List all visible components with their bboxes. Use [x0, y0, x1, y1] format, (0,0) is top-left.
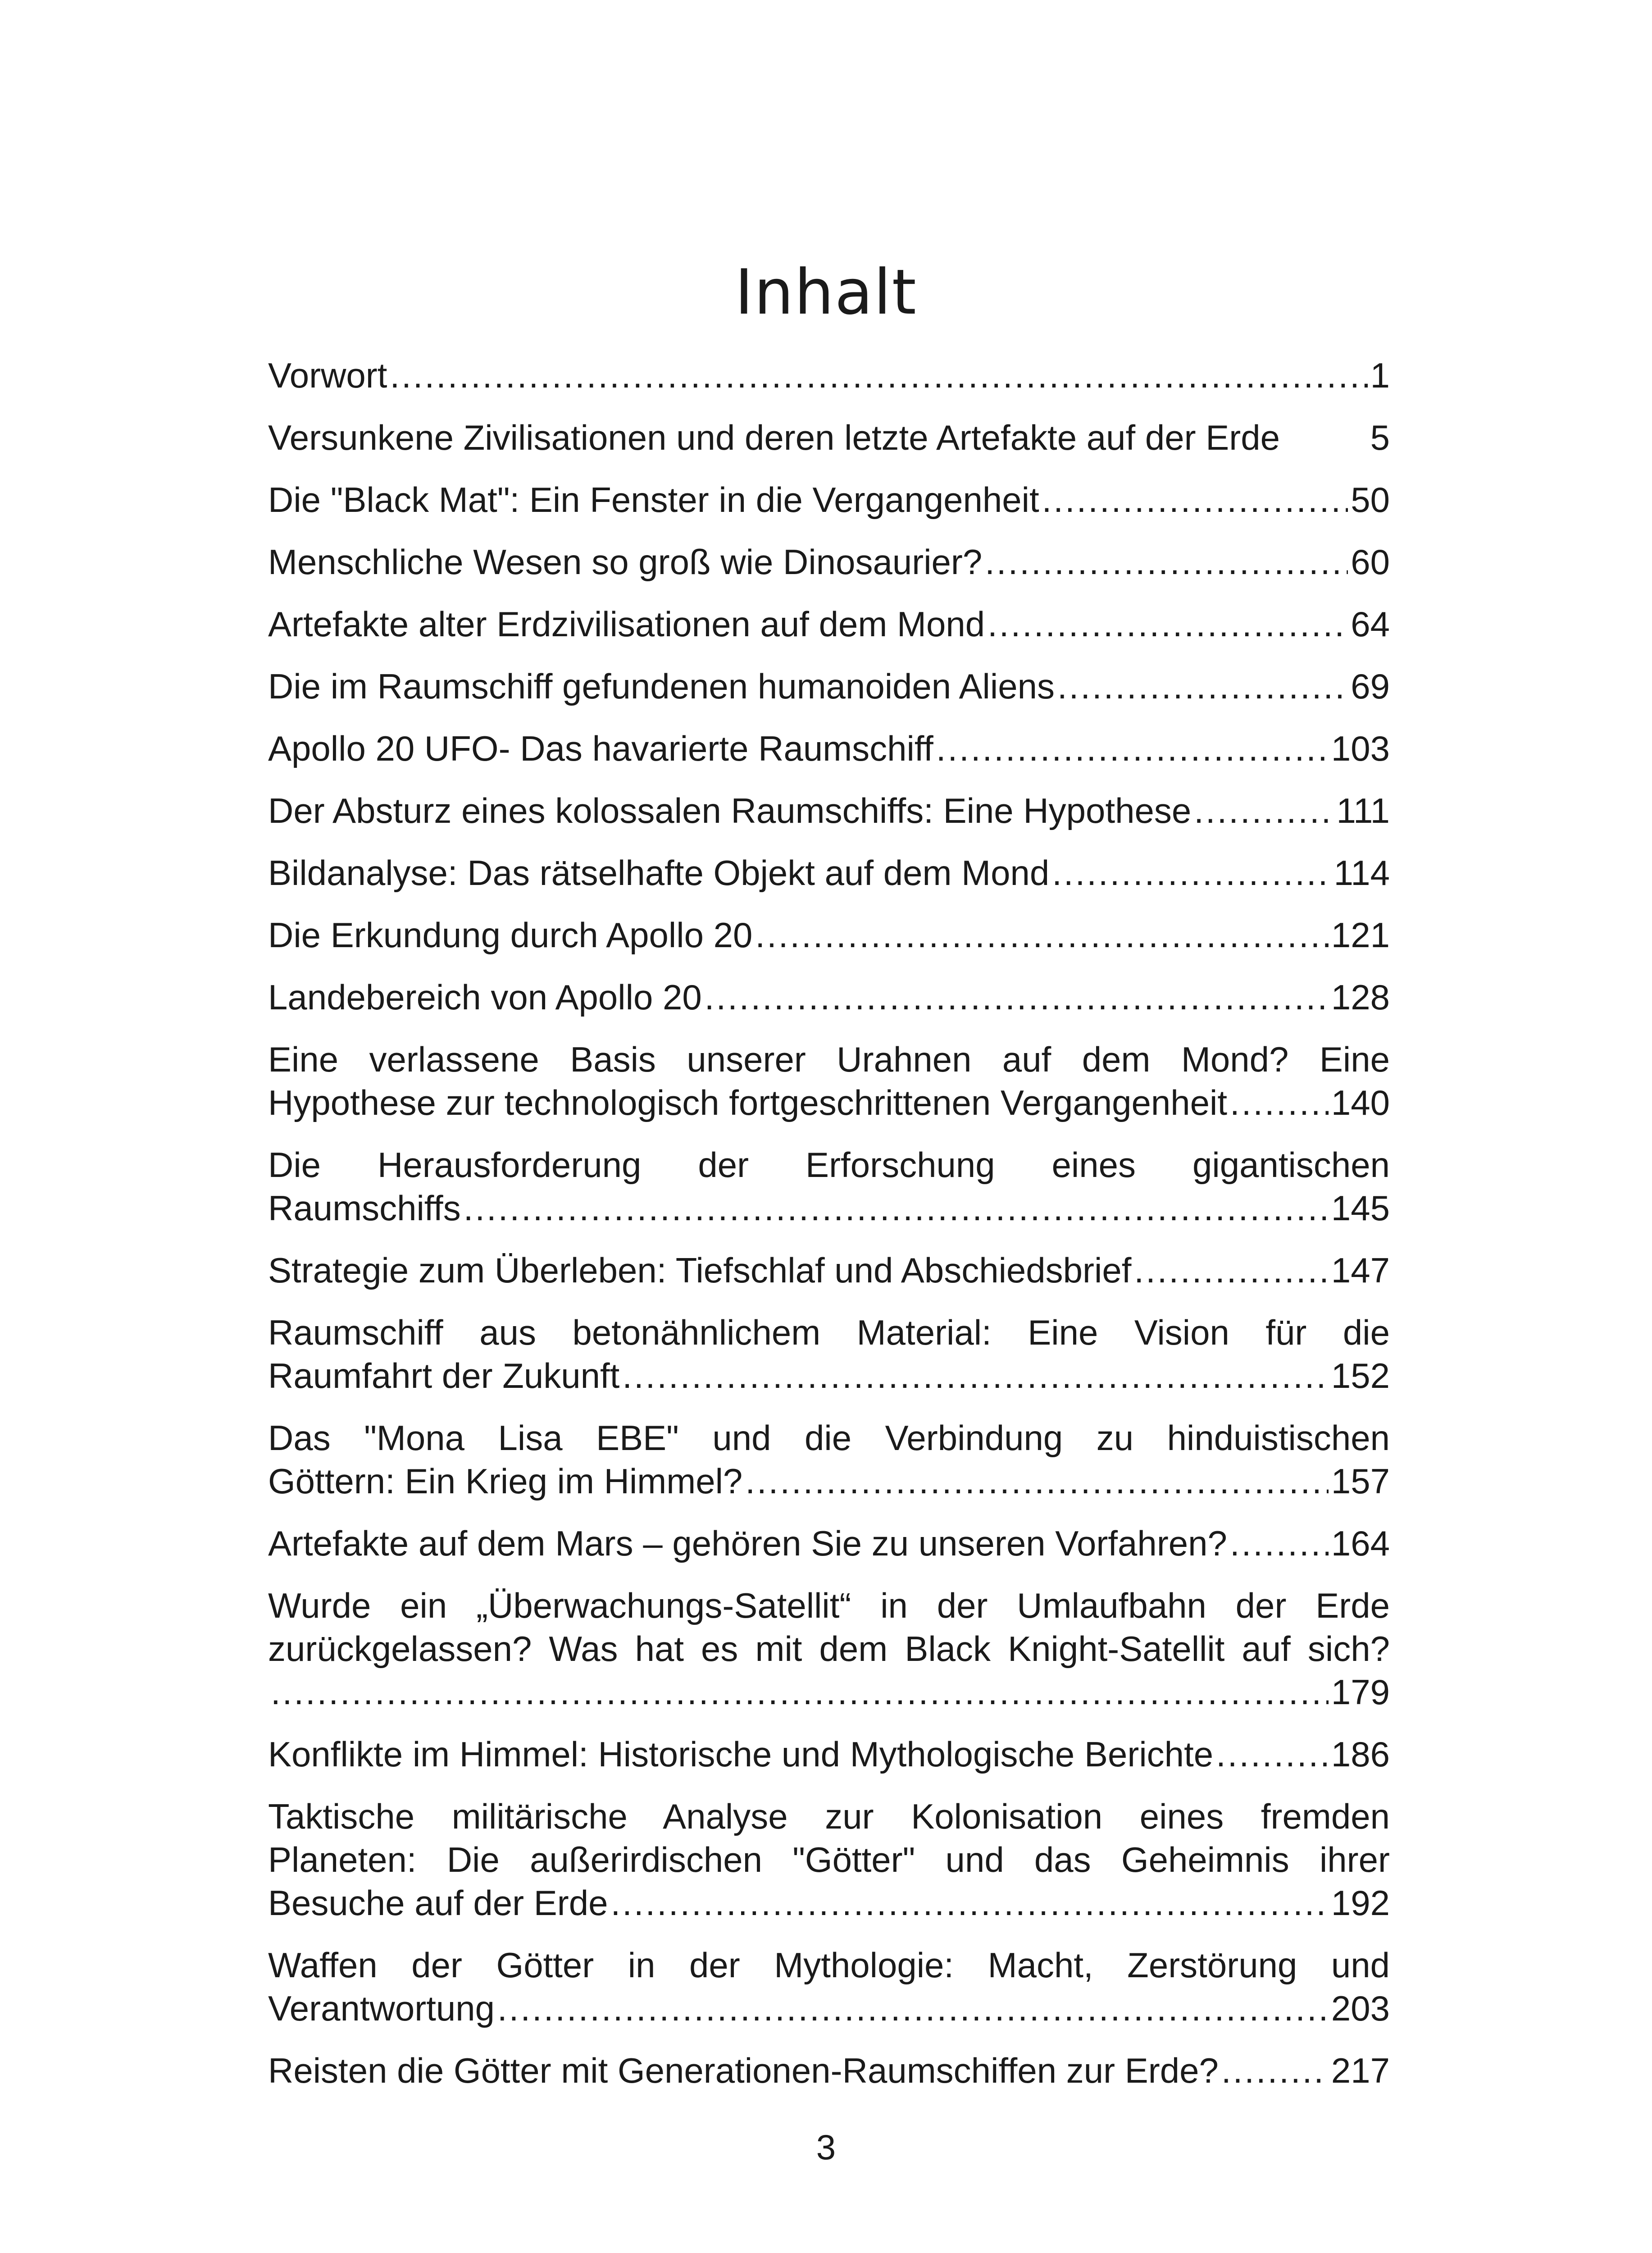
dot-leader [1221, 2049, 1329, 2092]
toc-entry-title-line: Die "Black Mat": Ein Fenster in die Vergangenheit [268, 480, 1039, 520]
toc-entry-title-line: Die Herausforderung der Erforschung eines gigantischen [268, 1145, 1390, 1185]
dot-leader [464, 1186, 1329, 1230]
dot-leader [1230, 1522, 1329, 1565]
toc-entry [268, 1584, 1390, 1714]
dot-leader [497, 1987, 1329, 2030]
toc-entry-page: 152 [1331, 1356, 1390, 1396]
dot-leader [755, 913, 1328, 957]
toc-entry-page: 192 [1331, 1883, 1390, 1923]
dot-leader [610, 1881, 1328, 1925]
table-of-contents [268, 354, 1390, 2111]
dot-leader [745, 1459, 1329, 1503]
toc-entry-page: 69 [1351, 666, 1390, 706]
toc-entry [268, 1733, 1390, 1776]
toc-entry-page: 1 [1370, 356, 1390, 395]
toc-entry [268, 851, 1390, 894]
dot-leader [988, 602, 1348, 646]
toc-entry-page: 64 [1351, 604, 1390, 644]
toc-entry-title-line: Göttern: Ein Krieg im Himmel? [268, 1461, 743, 1501]
toc-entry [268, 354, 1390, 397]
toc-heading: Inhalt [735, 256, 917, 328]
toc-entry [268, 1795, 1390, 1925]
toc-entry [268, 1143, 1390, 1230]
toc-entry-page: 111 [1336, 791, 1390, 830]
toc-entry-title-line: Raumschiffs [268, 1188, 461, 1228]
toc-entry-page: 186 [1331, 1734, 1390, 1774]
toc-entry-page: 5 [1370, 418, 1390, 457]
toc-entry-page: 128 [1331, 977, 1390, 1017]
toc-entry-title-line: Besuche auf der Erde [268, 1883, 608, 1923]
toc-entry-page: 179 [1331, 1672, 1390, 1712]
toc-entry-page: 50 [1351, 480, 1390, 520]
toc-entry [268, 1311, 1390, 1397]
toc-entry-title-line: Menschliche Wesen so groß wie Dinosaurier? [268, 542, 983, 582]
dot-leader [1194, 789, 1333, 832]
toc-entry-title-line: Landebereich von Apollo 20 [268, 977, 702, 1017]
toc-entry-title-line: Raumfahrt der Zukunft [268, 1356, 620, 1396]
dot-leader [985, 540, 1348, 584]
toc-entry [268, 976, 1390, 1019]
dot-leader [1230, 1081, 1329, 1124]
toc-entry [268, 1416, 1390, 1503]
page-number: 3 [816, 2127, 836, 2167]
toc-entry-title-line: Reisten die Götter mit Generationen-Raumschiffen zur Erde? [268, 2051, 1219, 2090]
toc-entry-page: 203 [1331, 1988, 1390, 2028]
toc-entry [268, 1249, 1390, 1292]
toc-entry-title-line: Vorwort [268, 356, 387, 395]
toc-entry-title-line: Verantwortung [268, 1988, 495, 2028]
toc-entry [268, 478, 1390, 521]
toc-entry-page: 147 [1331, 1250, 1390, 1290]
toc-entry [268, 913, 1390, 957]
toc-entry-page: 145 [1331, 1188, 1390, 1228]
toc-entry-title-line: Die Erkundung durch Apollo 20 [268, 915, 753, 955]
toc-entry-title-line: Bildanalyse: Das rätselhafte Objekt auf dem Mond [268, 853, 1050, 893]
toc-entry-page: 103 [1331, 729, 1390, 768]
toc-entry-title-line: Eine verlassene Basis unserer Urahnen auf dem Mond? Eine [268, 1040, 1390, 1079]
toc-entry-page: 121 [1331, 915, 1390, 955]
toc-entry-title-line: Wurde ein „Überwachungs-Satellit“ in der Umlaufbahn der Erde [268, 1586, 1390, 1625]
toc-entry-title-line: Das "Mona Lisa EBE" und die Verbindung zu hinduistischen [268, 1418, 1390, 1458]
dot-leader [622, 1354, 1329, 1397]
toc-entry [268, 665, 1390, 708]
toc-entry-title-line: Konflikte im Himmel: Historische und Mythologische Berichte [268, 1734, 1214, 1774]
toc-entry-title-line: Artefakte alter Erdzivilisationen auf dem Mond [268, 604, 985, 644]
toc-entry-title-line: Die im Raumschiff gefundenen humanoiden Aliens [268, 666, 1055, 706]
toc-entry-title-line: Der Absturz eines kolossalen Raumschiffs: Eine Hypothese [268, 791, 1192, 830]
toc-entry-title-line: Versunkene Zivilisationen und deren letzte Artefakte auf der Erde [268, 418, 1280, 457]
dot-leader [1057, 665, 1348, 708]
dot-leader [1134, 1249, 1328, 1292]
dot-leader [1052, 851, 1331, 894]
toc-entry-title-line: Raumschiff aus betonähnlichem Material: Eine Vision für die [268, 1313, 1390, 1352]
dot-leader [1216, 1733, 1329, 1776]
toc-entry [268, 2049, 1390, 2092]
toc-entry-title-line: Taktische militärische Analyse zur Kolonisation eines fremden [268, 1797, 1390, 1836]
toc-entry-title-line: zurückgelassen? Was hat es mit dem Black Knight-Satellit auf sich? [268, 1629, 1390, 1669]
toc-entry [268, 416, 1390, 459]
toc-entry-page: 217 [1331, 2051, 1390, 2090]
dot-leader [705, 976, 1329, 1019]
toc-entry-title-line: Strategie zum Überleben: Tiefschlaf und Abschiedsbrief [268, 1250, 1132, 1290]
dot-leader [390, 354, 1367, 397]
toc-entry-page: 140 [1331, 1083, 1390, 1122]
toc-entry [268, 727, 1390, 770]
toc-entry-title-line: Planeten: Die außerirdischen "Götter" und das Geheimnis ihrer [268, 1840, 1390, 1879]
toc-entry-page: 114 [1333, 853, 1390, 893]
dot-leader [936, 727, 1329, 770]
toc-entry [268, 789, 1390, 832]
toc-entry-title-line: Hypothese zur technologisch fortgeschrittenen Vergangenheit [268, 1083, 1228, 1122]
toc-entry-page: 164 [1331, 1523, 1390, 1563]
toc-entry-page: 60 [1351, 542, 1390, 582]
toc-entry [268, 1038, 1390, 1124]
dot-leader [1042, 478, 1348, 521]
toc-entry [268, 1522, 1390, 1565]
toc-entry-title-line: Apollo 20 UFO- Das havarierte Raumschiff [268, 729, 933, 768]
toc-entry-page: 157 [1331, 1461, 1390, 1501]
toc-entry-title-line: Artefakte auf dem Mars – gehören Sie zu unseren Vorfahren? [268, 1523, 1227, 1563]
toc-entry [268, 1943, 1390, 2030]
toc-entry [268, 602, 1390, 646]
toc-entry [268, 540, 1390, 584]
toc-entry-title-line: Waffen der Götter in der Mythologie: Macht, Zerstörung und [268, 1945, 1390, 1985]
dot-leader [271, 1670, 1329, 1714]
